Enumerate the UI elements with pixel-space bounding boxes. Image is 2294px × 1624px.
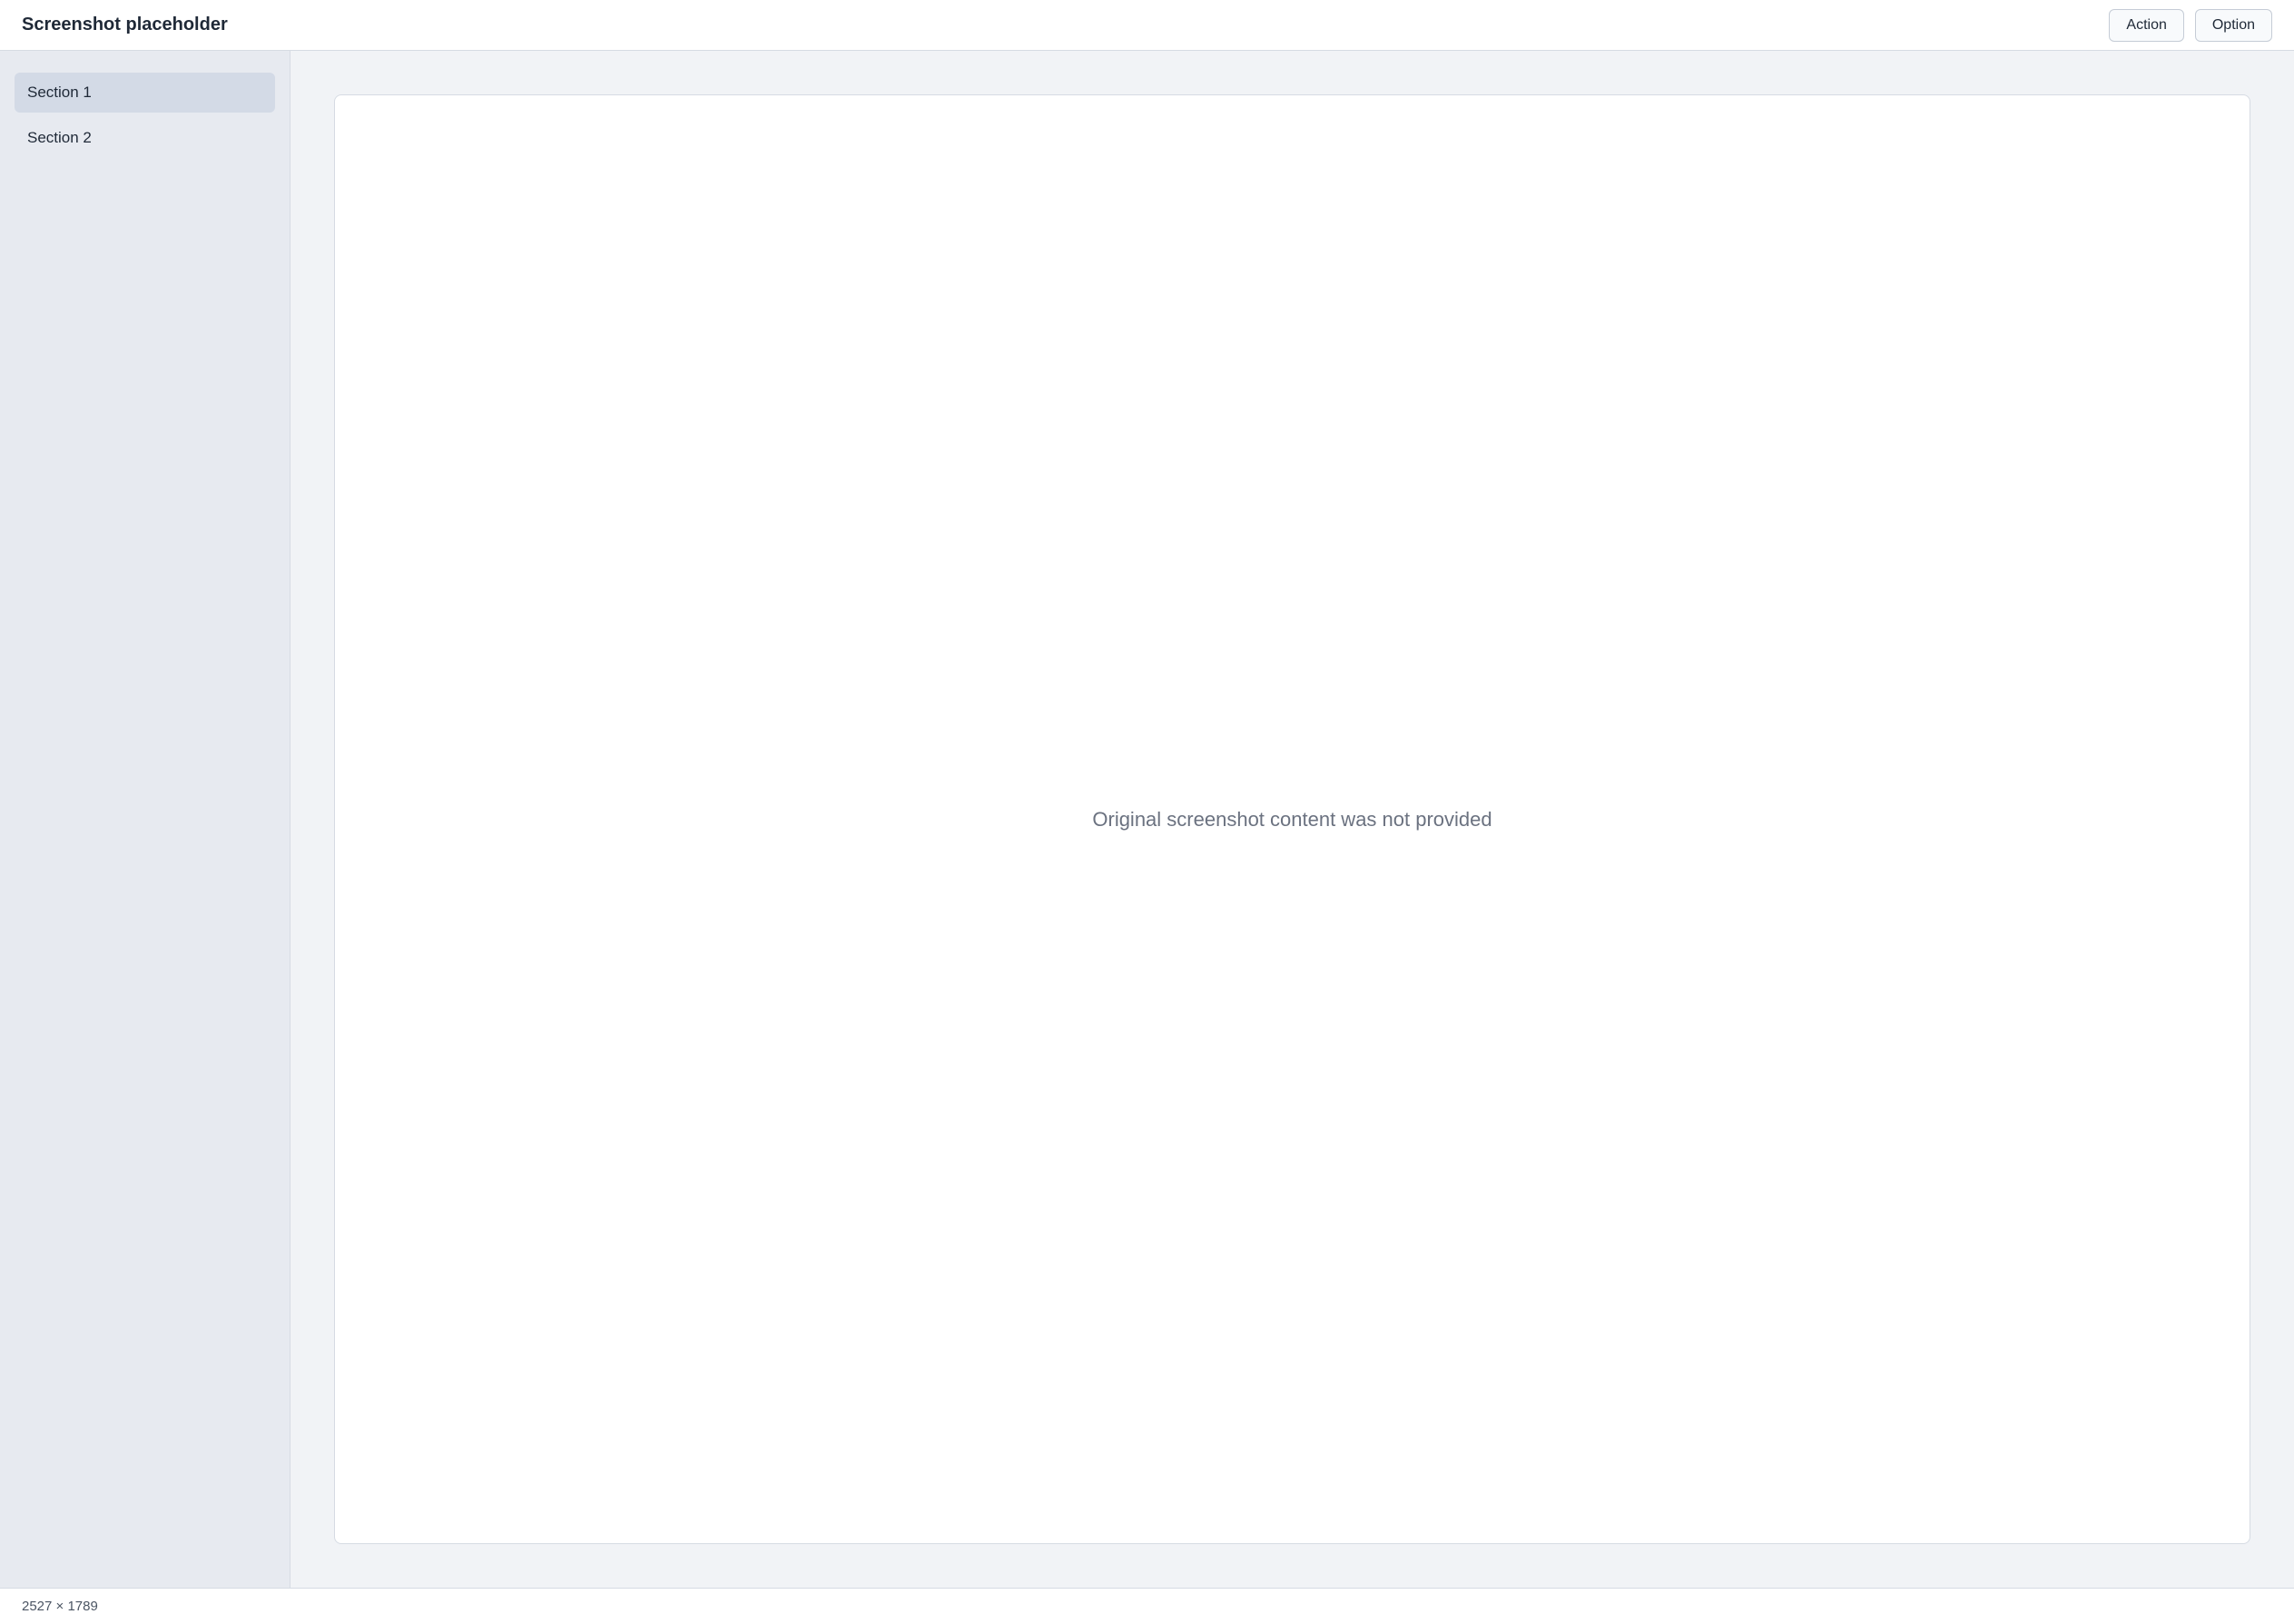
toolbar xyxy=(2109,9,2272,42)
sidebar xyxy=(0,51,290,1588)
title-bar xyxy=(0,0,2294,51)
secondary-button[interactable]: Option xyxy=(2195,9,2272,42)
status-bar xyxy=(0,1588,2294,1624)
placeholder-panel xyxy=(334,94,2250,1544)
main-panel-area xyxy=(290,51,2294,1588)
placeholder-message: Original screenshot content was not provided xyxy=(1092,807,1492,831)
primary-button[interactable]: Action xyxy=(2109,9,2183,42)
content-area xyxy=(0,51,2294,1588)
window-title: Screenshot placeholder xyxy=(22,15,228,34)
sidebar-item-1[interactable]: Section 1 xyxy=(15,73,275,113)
status-text: 2527 × 1789 xyxy=(22,1599,98,1614)
sidebar-item-2[interactable]: Section 2 xyxy=(27,129,92,146)
